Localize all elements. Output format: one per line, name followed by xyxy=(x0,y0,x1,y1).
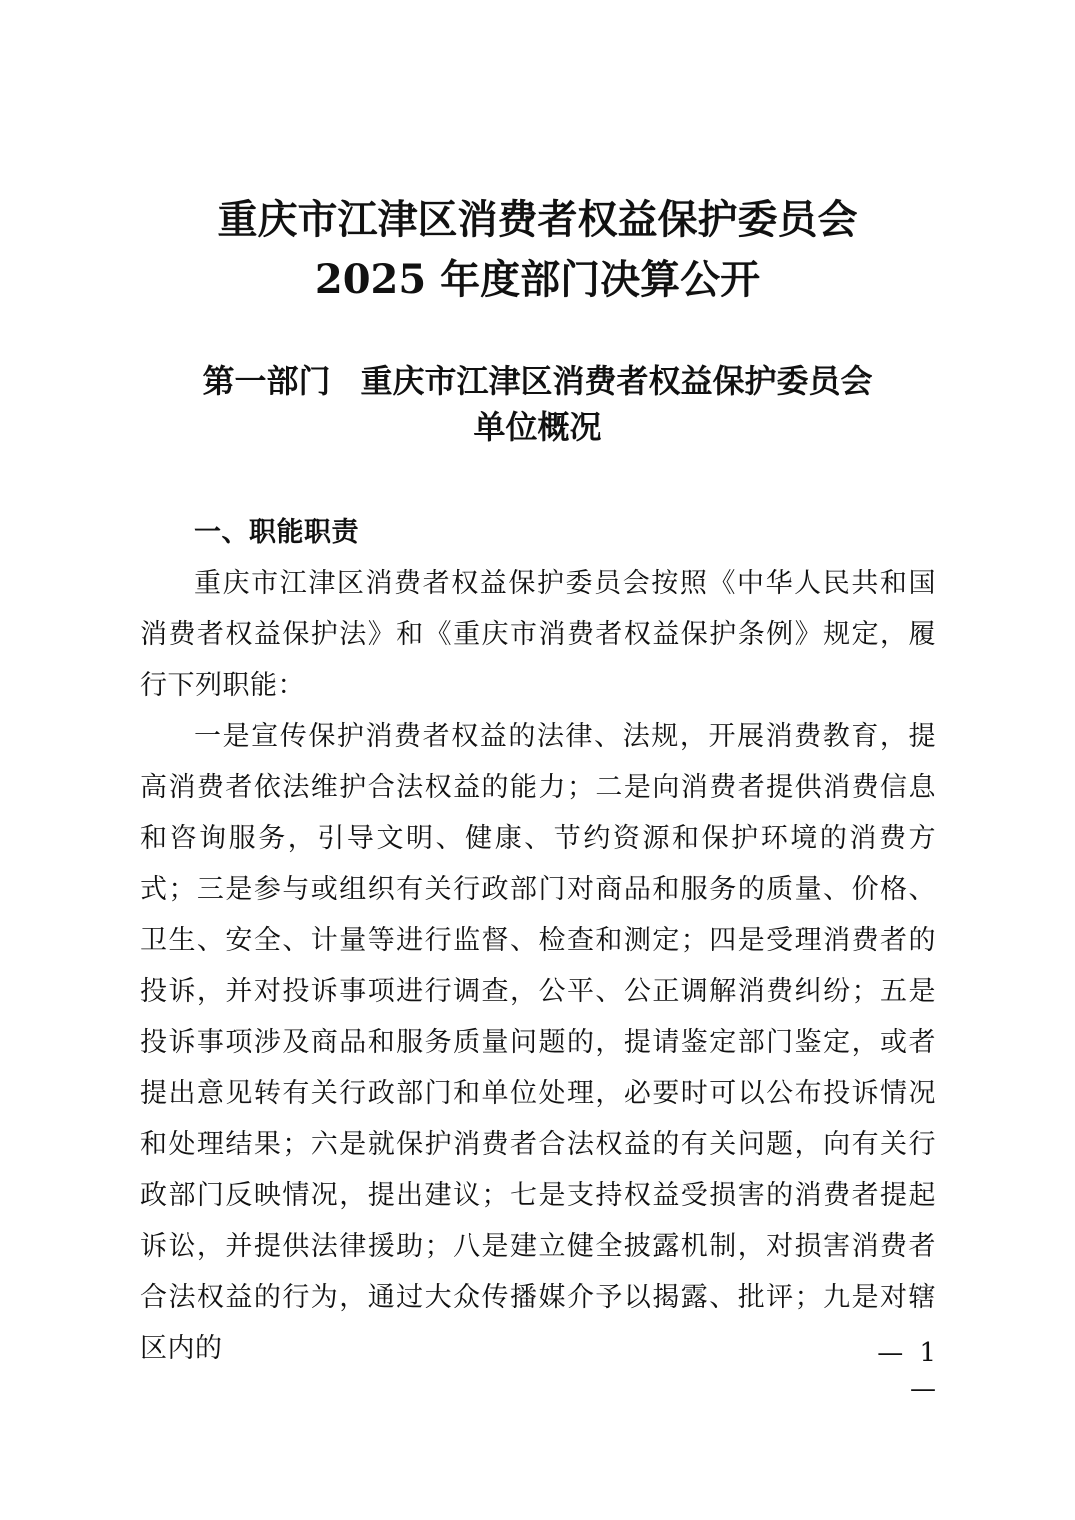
section-heading-line-2: 单位概况 xyxy=(473,408,602,446)
page-number: — 1 — xyxy=(877,1338,940,1404)
title-line-1: 重庆市江津区消费者权益保护委员会 xyxy=(217,196,858,243)
section-label: 第一部门 xyxy=(202,362,331,400)
paragraph-intro: 重庆市江津区消费者权益保护委员会按照《中华人民共和国消费者权益保护法》和《重庆市消费者权益保护条例》规定，履行下列职能： xyxy=(140,568,936,701)
document-title xyxy=(0,190,1075,310)
heading-functions: 一、职能职责 xyxy=(194,517,359,548)
paragraph-duties: 一是宣传保护消费者权益的法律、法规，开展消费教育，提高消费者依法维护合法权益的能力；二是向消费者提供消费信息和咨询服务，引导文明、健康、节约资源和保护环境的消费方式；三是参与或组织有关行政部门对商品和服务的质量、价格、卫生、安全、计量等进行监督、检查和测定；四是受理消费者的投诉，并对投诉事项进行调查，公平、公正调解消费纠纷；五是投诉事项涉及商品和服务质量问题的，提请鉴定部门鉴定，或者提出意见转有关行政部门和单位处理，必要时可以公布投诉情况和处理结果；六是就保护消费者合法权益的有关问题，向有关行政部门反映情况，提出建议；七是支持权益受损害的消费者提起诉讼，并提供法律援助；八是建立健全披露机制，对损害消费者合法权益的行为，通过大众传播媒介予以揭露、批评；九是对辖区内的 xyxy=(140,721,936,1364)
section-name: 重庆市江津区消费者权益保护委员会 xyxy=(360,362,873,400)
body-text xyxy=(140,507,936,1374)
title-line-2: 2025 年度部门决算公开 xyxy=(314,256,761,303)
section-heading xyxy=(0,358,1075,450)
section-heading-line-1 xyxy=(0,358,1075,404)
